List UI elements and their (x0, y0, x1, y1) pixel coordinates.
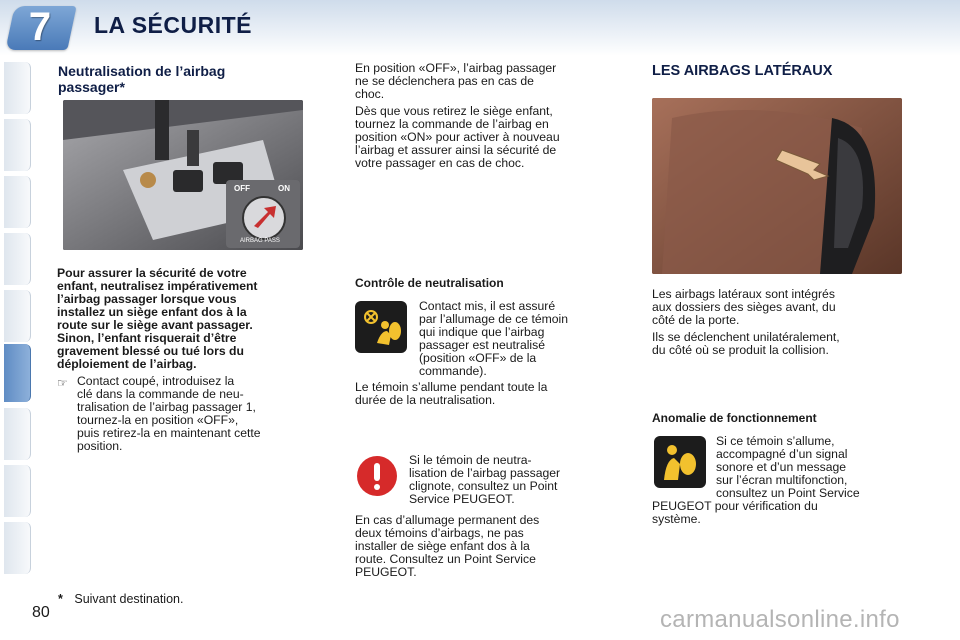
intro-line: Dès que vous retirez le siège enfant, (355, 104, 553, 118)
chapter-tab-2[interactable] (4, 119, 31, 171)
permanent-line: deux témoins d’airbags, ne pas (355, 526, 524, 540)
side-airbags-title: LES AIRBAGS LATÉRAUX (652, 63, 833, 79)
bullet-line: tournez-la en position «OFF», (77, 413, 239, 427)
procedure-bullet (77, 375, 309, 453)
warning-line: Sinon, l’enfant risquerait d’être (57, 331, 237, 345)
permanent-lamp-text (355, 514, 605, 579)
footnote (58, 592, 183, 606)
switch-on-label: ON (278, 184, 290, 193)
intro-line: ne se déclenchera pas en cas de (355, 74, 534, 88)
intro-line: En position «OFF», l’airbag passager (355, 61, 557, 75)
desc-line: du côté où se produit la collision. (652, 343, 829, 357)
control-line: commande). (419, 364, 487, 378)
anomaly-description-cont (652, 500, 904, 526)
lamp-duration-text (355, 381, 605, 407)
control-line: qui indique que l’airbag (419, 325, 545, 339)
anomaly-line: système. (652, 512, 701, 526)
chapter-tab-3[interactable] (4, 176, 31, 228)
permanent-line: installer de siège enfant dos à la (355, 539, 530, 553)
watermark: carmanualsonline.info (660, 606, 900, 633)
intro-line: votre passager en cas de choc. (355, 156, 525, 170)
anomaly-line: consultez un Point Service (716, 486, 860, 500)
permanent-line: En cas d’allumage permanent des (355, 513, 540, 527)
intro-line: tournez la commande de l’airbag en (355, 117, 549, 131)
anomaly-line: PEUGEOT pour vérification du (652, 499, 818, 513)
anomaly-description (716, 435, 904, 500)
chapter-tab-7[interactable] (4, 408, 31, 460)
blink-line: clignote, consultez un Point (409, 479, 558, 493)
bullet-line: puis retirez-la en maintenant cette (77, 426, 261, 440)
lamp-line: Le témoin s’allume pendant toute la (355, 380, 548, 394)
anomaly-line: sur l’écran multifonction, (716, 473, 848, 487)
chapter-tab-5[interactable] (4, 290, 31, 342)
airbag-off-warning-icon (355, 301, 407, 353)
desc-line: aux dossiers des sièges avant, du (652, 300, 836, 314)
hand-pointer-icon: ☞ (57, 376, 68, 390)
desc-line: côté de la porte. (652, 313, 740, 327)
bullet-line: Contact coupé, introduisez la (77, 374, 235, 388)
warning-line: Pour assurer la sécurité de votre (57, 266, 247, 280)
anomaly-line: accompagné d’un signal (716, 447, 848, 461)
control-line: (position «OFF» de la (419, 351, 537, 365)
permanent-line: route. Consultez un Point Service (355, 552, 536, 566)
seat-airbag-photo (652, 98, 902, 274)
intro-line: position «ON» pour activer à nouveau (355, 130, 560, 144)
switch-caption: AIRBAG PASS (240, 238, 280, 244)
alert-exclamation-icon (357, 456, 397, 496)
chapter-tab-active[interactable] (4, 344, 31, 402)
warning-line: route sur le siège avant passager. (57, 318, 253, 332)
chapter-tab-8[interactable] (4, 465, 31, 517)
warning-line: enfant, neutralisez impérativement (57, 279, 258, 293)
desc-line: Ils se déclenchent unilatéralement, (652, 330, 840, 344)
airbag-switch-closeup (226, 180, 300, 248)
control-heading: Contrôle de neutralisation (355, 276, 504, 290)
bullet-line: tralisation de l’airbag passager 1, (77, 400, 256, 414)
control-line: passager est neutralisé (419, 338, 546, 352)
control-description (419, 300, 605, 378)
lamp-line: durée de la neutralisation. (355, 393, 496, 407)
bullet-line: clé dans la commande de neu- (77, 387, 244, 401)
warning-line: gravement blessé ou tué lors du (57, 344, 244, 358)
airbag-neutralisation-heading: Neutralisation de l’airbag passager* (58, 63, 226, 95)
off-on-explanation (355, 62, 605, 170)
footnote-text: Suivant destination. (74, 592, 184, 606)
anomaly-line: sonore et d’un message (716, 460, 847, 474)
bullet-line: position. (77, 439, 123, 453)
side-airbags-description (652, 288, 904, 357)
arrow-icon (244, 198, 284, 238)
chapter-title: LA SÉCURITÉ (94, 12, 252, 38)
blink-line: Si le témoin de neutra- (409, 453, 532, 467)
blink-description (409, 454, 605, 506)
switch-off-label: OFF (234, 184, 250, 193)
child-seat-warning (57, 267, 309, 371)
blink-line: lisation de l’airbag passager (409, 466, 561, 480)
permanent-line: PEUGEOT. (355, 565, 417, 579)
chapter-number: 7 (28, 5, 52, 49)
chapter-tab-1[interactable] (4, 62, 31, 114)
chapter-tab-9[interactable] (4, 522, 31, 574)
warning-line: l’airbag passager lorsque vous (57, 292, 237, 306)
warning-line: déploiement de l’airbag. (57, 357, 197, 371)
intro-line: l’airbag et assurer ainsi la sécurité de (355, 143, 557, 157)
airbag-fault-icon (654, 436, 706, 488)
anomaly-heading: Anomalie de fonctionnement (652, 411, 817, 425)
page-number: 80 (32, 604, 50, 621)
warning-line: installez un siège enfant dos à la (57, 305, 247, 319)
anomaly-line: Si ce témoin s’allume, (716, 434, 835, 448)
chapter-tab-4[interactable] (4, 233, 31, 285)
control-line: par l’allumage de ce témoin (419, 312, 569, 326)
switch-knob (242, 196, 286, 240)
control-line: Contact mis, il est assuré (419, 299, 556, 313)
intro-line: choc. (355, 87, 385, 101)
blink-line: Service PEUGEOT. (409, 492, 515, 506)
chapter-tabs-strip (0, 62, 36, 574)
footnote-star: * (58, 592, 63, 606)
desc-line: Les airbags latéraux sont intégrés (652, 287, 835, 301)
